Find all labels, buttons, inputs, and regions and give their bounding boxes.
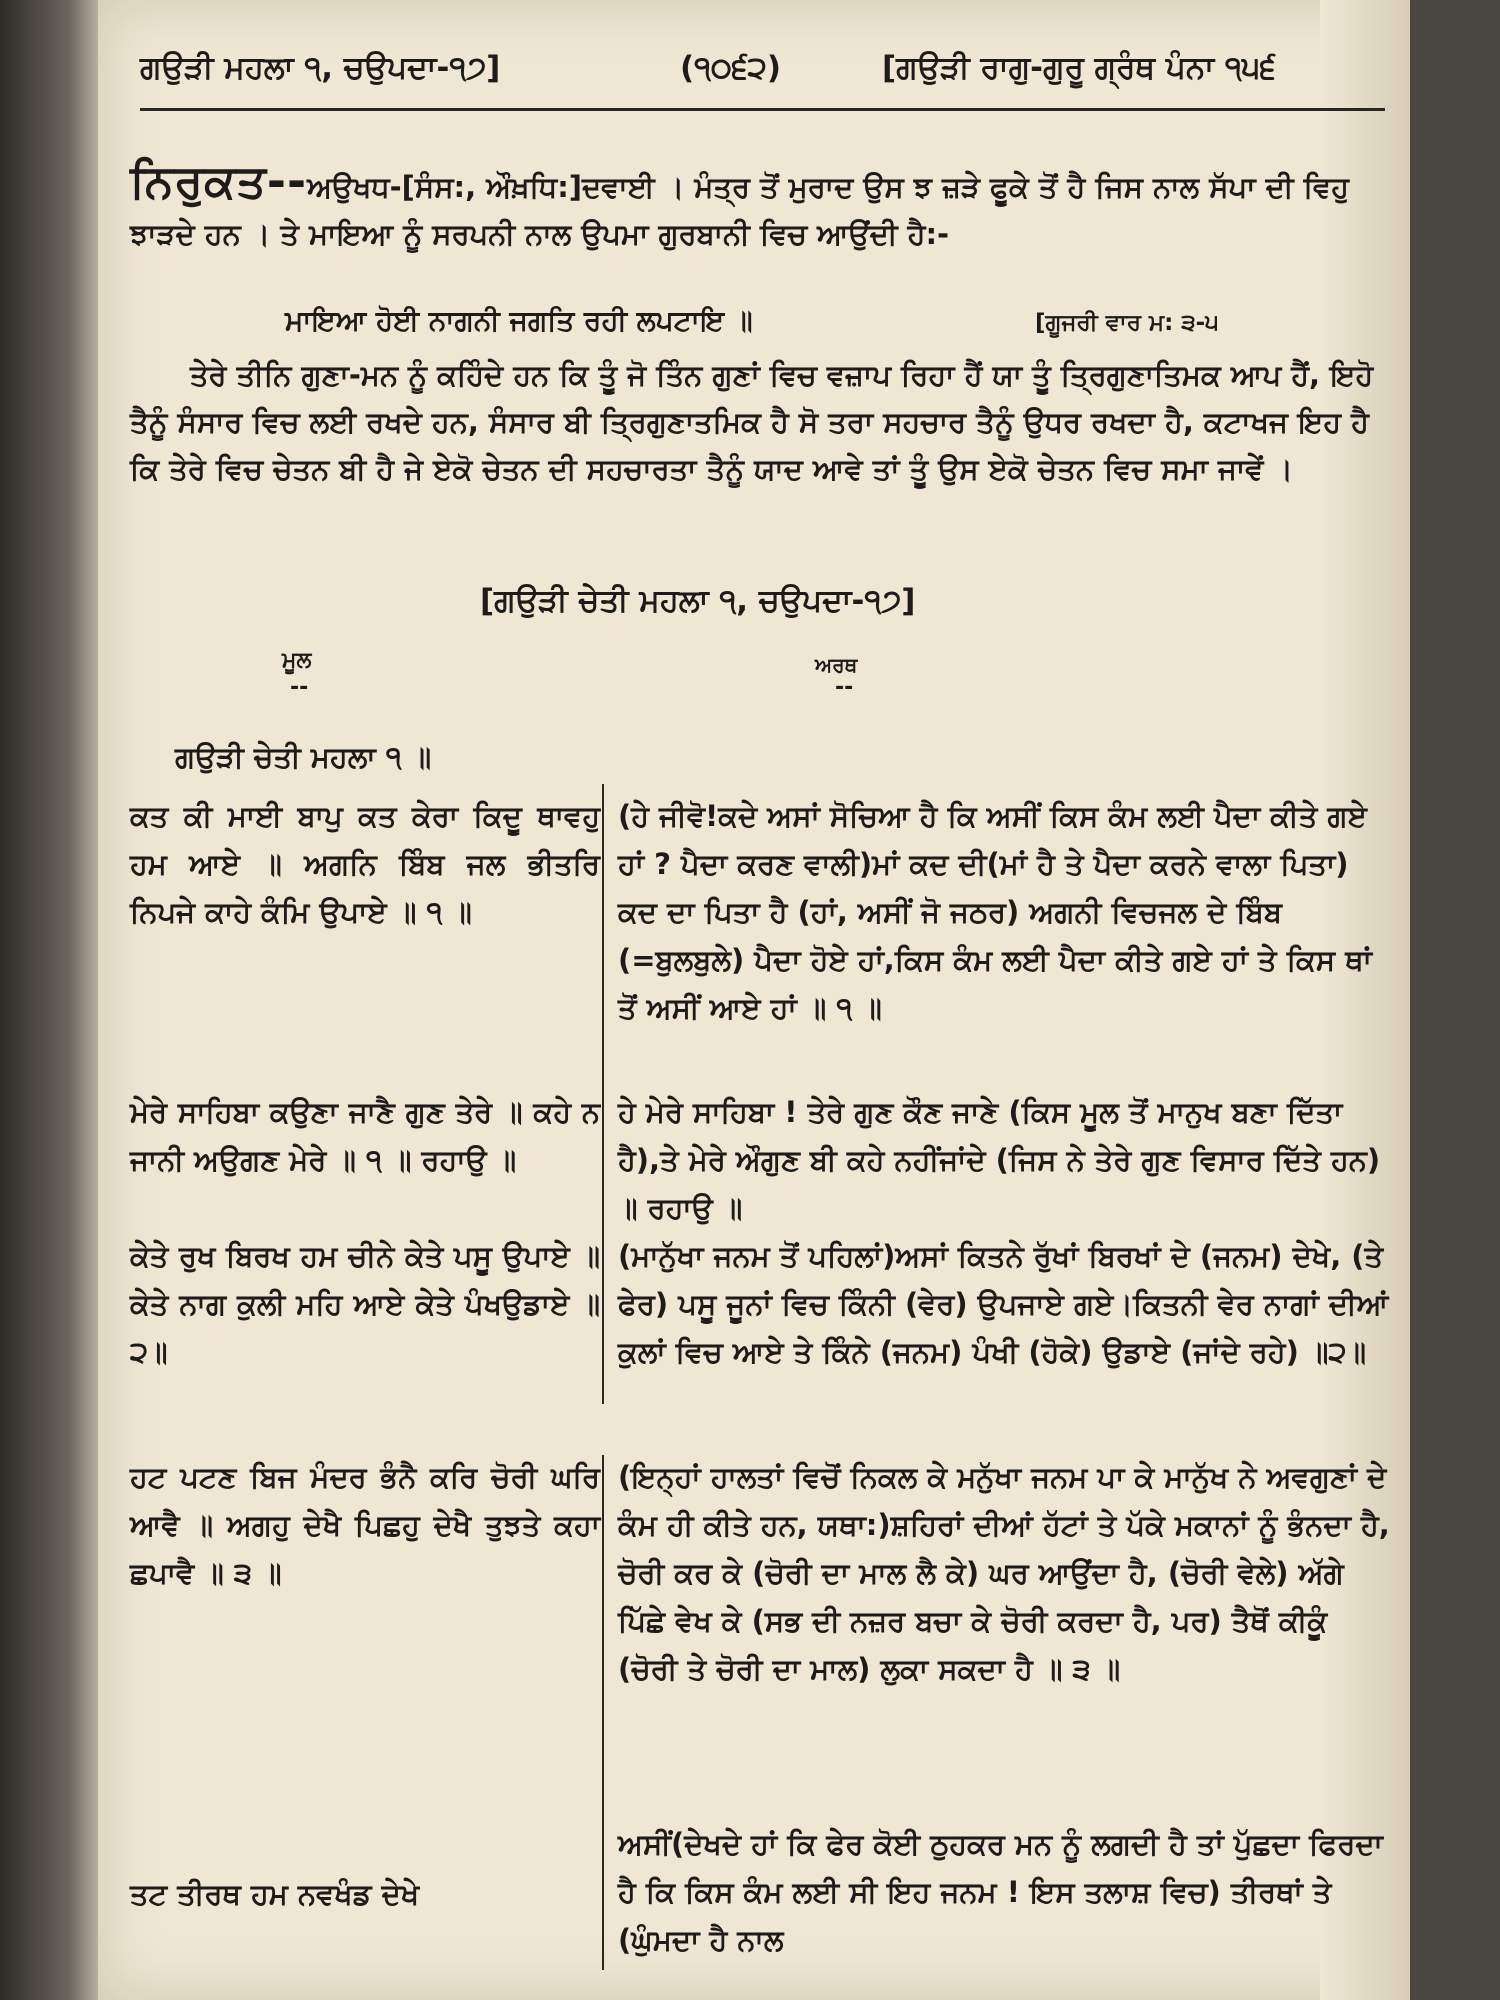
verse-4-arth: (ਇਨ੍ਹਾਂ ਹਾਲਤਾਂ ਵਿਚੋਂ ਨਿਕਲ ਕੇ ਮਨੁੱਖਾ ਜਨਮ ਪਾ ਕੇ ਮਾਨੁੱਖ ਨੇ ਅਵਗੁਣਾਂ ਦੇ ਕੰਮ ਹੀ ਕੀਤੇ ਹਨ, ਯਥਾ:)ਸ਼ਹਿਰਾਂ ਦੀਆਂ ਹੱਟਾਂ ਤੇ ਪੱਕੇ ਮਕਾਨਾਂ ਨੂੰ ਭੰਨਦਾ ਹੈ, ਚੋਰੀ ਕਰ ਕੇ (ਚੋਰੀ ਦਾ ਮਾਲ ਲੈ ਕੇ) ਘਰ ਆਉਂਦਾ ਹੈ, (ਚੋਰੀ ਵੇਲੇ) ਅੱਗੇ ਪਿੱਛੇ ਵੇਖ ਕੇ (ਸਭ ਦੀ ਨਜ਼ਰ ਬਚਾ ਕੇ ਚੋਰੀ ਕਰਦਾ ਹੈ, ਪਰ) ਤੈਥੋਂ ਕੀਕੂੰ (ਚੋਰੀ ਤੇ ਚੋਰੀ ਦਾ ਮਾਲ) ਲੁਕਾ ਸਕਦਾ ਹੈ ॥ ੩ ॥ (618, 1460, 1390, 1686)
commentary-paragraph: ਤੇਰੇ ਤੀਨਿ ਗੁਣਾ-ਮਨ ਨੂੰ ਕਹਿੰਦੇ ਹਨ ਕਿ ਤੂੰ ਜੋ ਤਿੰਨ ਗੁਣਾਂ ਵਿਚ ਵਜ਼ਾਪ ਰਿਹਾ ਹੈਂ ਯਾ ਤੂੰ ਤ੍ਰਿਗੁਣਾਤਿਮਕ ਆਪ ਹੈਂ, ਇਹੋ ਤੈਨੂੰ ਸੰਸਾਰ ਵਿਚ ਲਈ ਰਖਦੇ ਹਨ, ਸੰਸਾਰ ਬੀ ਤ੍ਰਿਗੁਣਾਤਮਿਕ ਹੈ ਸੋ ਤਰਾ ਸਹਚਾਰ ਤੈਨੂੰ ਉਧਰ ਰਖਦਾ ਹੈ, ਕਟਾਖਜ ਇਹ ਹੈ ਕਿ ਤੇਰੇ ਵਿਚ ਚੇਤਨ ਬੀ ਹੈ ਜੇ ਏਕੋ ਚੇਤਨ ਦੀ ਸਹਚਾਰਤਾ ਤੈਨੂੰ ਯਾਦ ਆਵੇ ਤਾਂ ਤੂੰ ਉਸ ਏਕੋ ਚੇਤਨ ਵਿਚ ਸਮਾ ਜਾਵੇਂ । (130, 358, 1374, 486)
quote-line: ਮਾਇਆ ਹੋਈ ਨਾਗਨੀ ਜਗਤਿ ਰਹੀ ਲਪਟਾਇ ॥ (285, 304, 753, 337)
quote-reference: [ਗੂਜਰੀ ਵਾਰ ਮ: ੩-੫ (1035, 310, 1219, 336)
nirukat-label: ਨਿਰੁਕਤ-- (130, 154, 308, 208)
nirukat-text: ਅਉਖਧ-[ਸੰਸ:, ਔਖ਼ਧਿ:]ਦਵਾਈ । ਮੰਤ੍ਰ ਤੋਂ ਮੁਰਾਦ ਉਸ ਝ ਜ਼ੜੇ ਫੂਕੇ ਤੋਂ ਹੈ ਜਿਸ ਨਾਲ ਸੱਪਾ ਦੀ ਵਿਹੁ ਝਾੜਦੇ ਹਨ । ਤੇ ਮਾਇਆ ਨੂੰ ਸਰਪਨੀ ਨਾਲ ਉਪਮਾ ਗੁਰਬਾਨੀ ਵਿਚ ਆਉਂਦੀ ਹੈ:- (130, 170, 1349, 251)
column-dash-mool: -- (290, 675, 309, 700)
running-header (140, 50, 1380, 102)
column-divider-lower (602, 1455, 604, 1970)
book-spine-shadow (0, 0, 98, 2000)
column-dash-arth: -- (835, 675, 854, 700)
verse-2-arth: ਹੇ ਮੇਰੇ ਸਾਹਿਬਾ ! ਤੇਰੇ ਗੁਣ ਕੌਣ ਜਾਣੇ (ਕਿਸ ਮੂਲ ਤੋਂ ਮਾਨੁਖ ਬਣਾ ਦਿੱਤਾ ਹੈ),ਤੇ ਮੇਰੇ ਔਗੁਣ ਬੀ ਕਹੇ ਨਹੀਂਜਾਂਦੇ (ਜਿਸ ਨੇ ਤੇਰੇ ਗੁਣ ਵਿਸਾਰ ਦਿੱਤੇ ਹਨ) ॥ ਰਹਾਉ ॥ (618, 1095, 1381, 1225)
verse-2-mool: ਮੇਰੇ ਸਾਹਿਬਾ ਕਉਣਾ ਜਾਣੈ ਗੁਣ ਤੇਰੇ ॥ ਕਹੇ ਨ ਜਾਨੀ ਅਉਗਣ ਮੇਰੇ ॥ ੧ ॥ ਰਹਾਉ ॥ (130, 1095, 600, 1177)
nirukat-paragraph (130, 154, 1392, 258)
page-number: (੧੦੬੨) (680, 50, 782, 86)
verse-4-mool: ਹਟ ਪਟਣ ਬਿਜ ਮੰਦਰ ਭੰਨੈ ਕਰਿ ਚੋਰੀ ਘਰਿ ਆਵੈ ॥ ਅਗਹੁ ਦੇਖੈ ਪਿਛਹੁ ਦੇਖੈ ਤੁਝਤੇ ਕਹਾ ਛਪਾਵੈ ॥ ੩ ॥ (130, 1460, 600, 1590)
verse-5-arth: ਅਸੀਂ(ਦੇਖਦੇ ਹਾਂ ਕਿ ਫੇਰ ਕੋਈ ਠੁਹਕਰ ਮਨ ਨੂੰ ਲਗਦੀ ਹੈ ਤਾਂ ਪੁੱਛਦਾ ਫਿਰਦਾ ਹੈ ਕਿ ਕਿਸ ਕੰਮ ਲਈ ਸੀ ਇਹ ਜਨਮ ! ਇਸ ਤਲਾਸ਼ ਵਿਚ) ਤੀਰਥਾਂ ਤੇ (ਘੁੰਮਦਾ ਹੈ ਨਾਲ (618, 1827, 1383, 1957)
verse-1-arth: (ਹੇ ਜੀਵੋ!ਕਦੇ ਅਸਾਂ ਸੋਚਿਆ ਹੈ ਕਿ ਅਸੀਂ ਕਿਸ ਕੰਮ ਲਈ ਪੈਦਾ ਕੀਤੇ ਗਏ ਹਾਂ ? ਪੈਦਾ ਕਰਣ ਵਾਲੀ)ਮਾਂ ਕਦ ਦੀ(ਮਾਂ ਹੈ ਤੇ ਪੈਦਾ ਕਰਨੇ ਵਾਲਾ ਪਿਤਾ) ਕਦ ਦਾ ਪਿਤਾ ਹੈ (ਹਾਂ, ਅਸੀਂ ਜੋ ਜਠਰ) ਅਗਨੀ ਵਿਚਜਲ ਦੇ ਬਿੰਬ (=ਬੁਲਬੁਲੇ) ਪੈਦਾ ਹੋਏ ਹਾਂ,ਕਿਸ ਕੰਮ ਲਈ ਪੈਦਾ ਕੀਤੇ ਗਏ ਹਾਂ ਤੇ ਕਿਸ ਥਾਂ ਤੋਂ ਅਸੀਂ ਆਏ ਹਾਂ ॥ ੧ ॥ (618, 799, 1372, 1025)
verse-1-mool: ਕਤ ਕੀ ਮਾਈ ਬਾਪੁ ਕਤ ਕੇਰਾ ਕਿਦੂ ਥਾਵਹੁ ਹਮ ਆਏ ॥ ਅਗਨਿ ਬਿੰਬ ਜਲ ਭੀਤਰਿ ਨਿਪਜੇ ਕਾਹੇ ਕੰਮਿ ਉਪਾਏ ॥ ੧ ॥ (130, 799, 600, 929)
header-rule (140, 108, 1385, 111)
column-heading-mool: ਮੂਲ (282, 648, 312, 673)
verse-3-arth: (ਮਾਨੁੱਖਾ ਜਨਮ ਤੋਂ ਪਹਿਲਾਂ)ਅਸਾਂ ਕਿਤਨੇ ਰੁੱਖਾਂ ਬਿਰਖਾਂ ਦੇ (ਜਨਮ) ਦੇਖੇ, (ਤੇ ਫੇਰ) ਪਸੂ ਜੂਨਾਂ ਵਿਚ ਕਿੰਨੀ (ਵੇਰ) ਉਪਜਾਏ ਗਏ।ਕਿਤਨੀ ਵੇਰ ਨਾਗਾਂ ਦੀਆਂ ਕੁਲਾਂ ਵਿਚ ਆਏ ਤੇ ਕਿੰਨੇ (ਜਨਮ) ਪੰਖੀ (ਹੋਕੇ) ਉਡਾਏ (ਜਾਂਦੇ ਰਹੇ) ॥੨॥ (618, 1239, 1389, 1369)
verse-5-mool: ਤਟ ਤੀਰਥ ਹਮ ਨਵਖੰਡ ਦੇਖੇ (130, 1877, 420, 1911)
header-right: [ਗਉੜੀ ਰਾਗੁ-ਗੁਰੂ ਗ੍ਰੰਥ ਪੰਨਾ ੧੫੬ (882, 50, 1276, 86)
column-divider (602, 784, 604, 1404)
shabad-title: ਗਉੜੀ ਚੇਤੀ ਮਹਲਾ ੧ ॥ (175, 740, 432, 774)
shabad-heading: [ਗਉੜੀ ਚੇਤੀ ਮਹਲਾ ੧, ਚਉਪਦਾ-੧੭] (480, 583, 916, 619)
verse-3-mool: ਕੇਤੇ ਰੁਖ ਬਿਰਖ ਹਮ ਚੀਨੇ ਕੇਤੇ ਪਸੂ ਉਪਾਏ ॥ ਕੇਤੇ ਨਾਗ ਕੁਲੀ ਮਹਿ ਆਏ ਕੇਤੇ ਪੰਖਉਡਾਏ ॥੨॥ (130, 1239, 600, 1369)
header-left: ਗਉੜੀ ਮਹਲਾ ੧, ਚਉਪਦਾ-੧੭] (140, 50, 501, 86)
column-heading-arth: ਅਰਥ (815, 653, 858, 677)
